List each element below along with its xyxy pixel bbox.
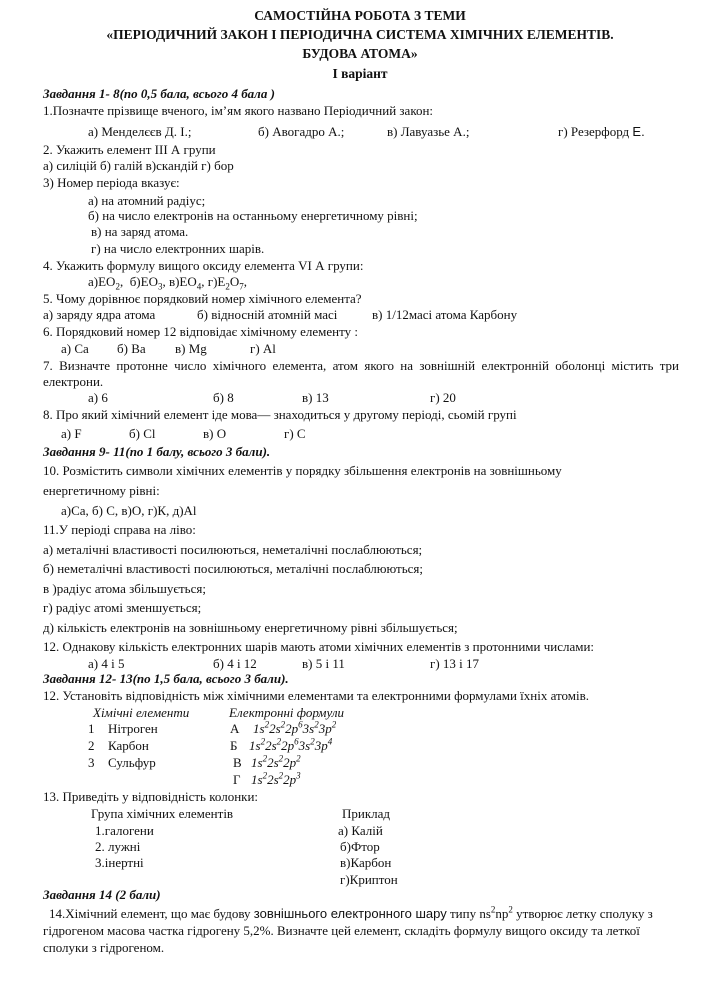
q8-option-b: б) Cl — [129, 426, 156, 441]
q12b-row-number: 2 — [88, 738, 95, 753]
q12b-column-formulas: Електронні формули — [229, 705, 345, 720]
q2-options: а) силіцій б) галій в)скандій г) бор — [43, 158, 234, 173]
q13-example-item: а) Калій — [338, 823, 383, 838]
q7-option-b: б) 8 — [213, 390, 234, 405]
question-7: 7. Визначте протонне число хімічного елемента, атом якого на зовнішній електронній оболонці містить три електрони. — [43, 358, 679, 389]
q5-option-c: в) 1/12масі атома Карбону — [372, 307, 518, 322]
q1-option-c: в) Лавуазье А.; — [387, 124, 470, 139]
q12b-formula-b: $1s^22s^22p^63s^23p^4$ — [249, 736, 333, 753]
q13-column-examples: Приклад — [342, 806, 391, 821]
q10-options: а)Са, б) С, в)О, г)К, д)Al — [61, 503, 197, 518]
q5-option-b: б) відносній атомній масі — [197, 307, 338, 322]
q6-option-d: г) Al — [250, 341, 276, 356]
section-heading-9-11: Завдання 9- 11(по 1 балу, всього 3 бали). — [43, 444, 271, 459]
q11-option-d: г) радіус атомі зменшується; — [43, 600, 202, 615]
document-title-line-2: «ПЕРІОДИЧНИЙ ЗАКОН І ПЕРІОДИЧНА СИСТЕМА ХІМІЧНИХ ЕЛЕМЕНТІВ. — [106, 27, 614, 42]
q12b-formula-d: $1s^22s^22p^3$ — [251, 770, 301, 787]
q12b-element-name: Карбон — [108, 738, 149, 753]
question-5: 5. Чому дорівнює порядковий номер хімічного елемента? — [43, 291, 362, 306]
q11-option-a: а) металічні властивості посилюються, неметалічні послаблюються; — [43, 542, 423, 557]
question-12a: 12. Однакову кількість електронних шарів мають атоми хімічних елементів з протонними числами: — [43, 639, 595, 654]
question-4: 4. Укажить формулу вищого оксиду елемента VI А групи: — [43, 258, 364, 273]
q13-example-item: г)Криптон — [340, 872, 398, 887]
q11-option-e: д) кількість електронів на зовнішньому енергетичному рівні збільшується; — [43, 620, 458, 635]
q6-option-a: а) Са — [61, 341, 89, 356]
question-6: 6. Порядковий номер 12 відповідає хімічному елементу : — [43, 324, 358, 339]
q1-option-d: г) Резерфорд Е. — [558, 124, 645, 139]
q12a-option-a: а) 4 і 5 — [88, 656, 125, 671]
q3-option-b: б) на число електронів на останньому енергетичному рівні; — [88, 208, 418, 223]
q13-group-item: 3.інертні — [95, 855, 144, 870]
document-title-line-3: БУДОВА АТОМА» — [302, 46, 418, 61]
question-13: 13. Приведіть у відповідність колонки: — [43, 789, 259, 804]
q7-option-a: а) 6 — [88, 390, 108, 405]
question-2: 2. Укажить елемент ІІІ А групи — [43, 142, 216, 157]
q12b-formula-letter: Б — [230, 738, 238, 753]
question-12b: 12. Установіть відповідність між хімічними елементами та електронними формулами їхніх атомів. — [43, 688, 590, 703]
q12b-element-name: Нітроген — [108, 721, 158, 736]
q11-option-b: б) неметалічні властивості посилюються, металічні послаблюються; — [43, 561, 424, 576]
q12b-formula-c: $1s^22s^22p^2$ — [251, 753, 301, 770]
section-heading-14: Завдання 14 (2 бали) — [43, 887, 161, 902]
document-title-line-1: САМОСТІЙНА РОБОТА З ТЕМИ — [254, 8, 466, 23]
q3-option-a: а) на атомний радіус; — [88, 193, 206, 208]
q1-option-b: б) Авогадро А.; — [258, 124, 345, 139]
q7-option-c: в) 13 — [302, 390, 329, 405]
question-11: 11.У періоді справа на ліво: — [43, 522, 196, 537]
q12b-row-number: 1 — [88, 721, 95, 736]
question-1: 1.Позначте прізвище вченого, ім’ям якого названо Періодичний закон: — [43, 103, 434, 118]
q12a-option-c: в) 5 і 11 — [302, 656, 345, 671]
question-8: 8. Про який хімічний елемент іде мова— знаходиться у другому періоді, сьомій групі — [43, 407, 517, 422]
q12b-formula-letter: А — [230, 721, 240, 736]
q1-option-a: а) Менделєєв Д. І.; — [88, 124, 192, 139]
q11-option-c: в )радіус атома збільшується; — [43, 581, 206, 596]
q13-example-item: в)Карбон — [340, 855, 392, 870]
q6-option-c: в) Mg — [175, 341, 207, 356]
question-10-line-2: енергетичному рівні: — [43, 483, 160, 498]
q13-group-item: 1.галогени — [95, 823, 154, 838]
q13-example-item: б)Фтор — [340, 839, 380, 854]
q12b-formula-a: $1s^22s^22p^63s^23p^2$ — [253, 719, 337, 736]
q12b-column-elements: Хімічні елементи — [93, 705, 190, 720]
section-heading-1-8: Завдання 1- 8(по 0,5 бала, всього 4 бала ) — [43, 86, 275, 101]
q12a-option-d: г) 13 і 17 — [430, 656, 480, 671]
question-14: 14.Хімічний елемент, що має будову зовнішнього електронного шару типу $ns^2np^2$ утворює летку сполуку з гідрогеном масова частка гідрогену 5,2%. Визначте цей елемент, складіть формулу вищого оксиду та леткої сполуки з гідрогеном. — [43, 904, 653, 955]
q13-group-item: 2. лужні — [95, 839, 141, 854]
q8-option-c: в) О — [203, 426, 227, 441]
variant-label: І варіант — [332, 66, 388, 81]
q12b-element-name: Сульфур — [108, 755, 156, 770]
q6-option-b: б) Ва — [117, 341, 146, 356]
q12b-formula-letter: В — [233, 755, 242, 770]
q13-column-groups: Група хімічних елементів — [91, 806, 234, 821]
question-3: 3) Номер періода вказує: — [43, 175, 180, 190]
q5-option-a: а) заряду ядра атома — [43, 307, 156, 322]
q8-option-d: г) С — [284, 426, 306, 441]
q8-option-a: а) F — [61, 426, 82, 441]
q12b-row-number: 3 — [88, 755, 95, 770]
q4-options: $а)ЕО_2$, $б)ЕО_3$, $в)ЕО_4$, $г)Е_2О_7$, — [88, 274, 248, 292]
q12b-formula-letter: Г — [233, 772, 241, 787]
section-heading-12-13: Завдання 12- 13(по 1,5 бала, всього 3 бали). — [43, 671, 289, 686]
q12a-option-b: б) 4 і 12 — [213, 656, 257, 671]
q3-option-d: г) на число електронних шарів. — [91, 241, 265, 256]
question-10-line-1: 10. Розмістить символи хімічних елементів у порядку збільшення електронів на зовнішньому — [43, 463, 562, 478]
q3-option-c: в) на заряд атома. — [91, 224, 189, 239]
q7-option-d: г) 20 — [430, 390, 456, 405]
